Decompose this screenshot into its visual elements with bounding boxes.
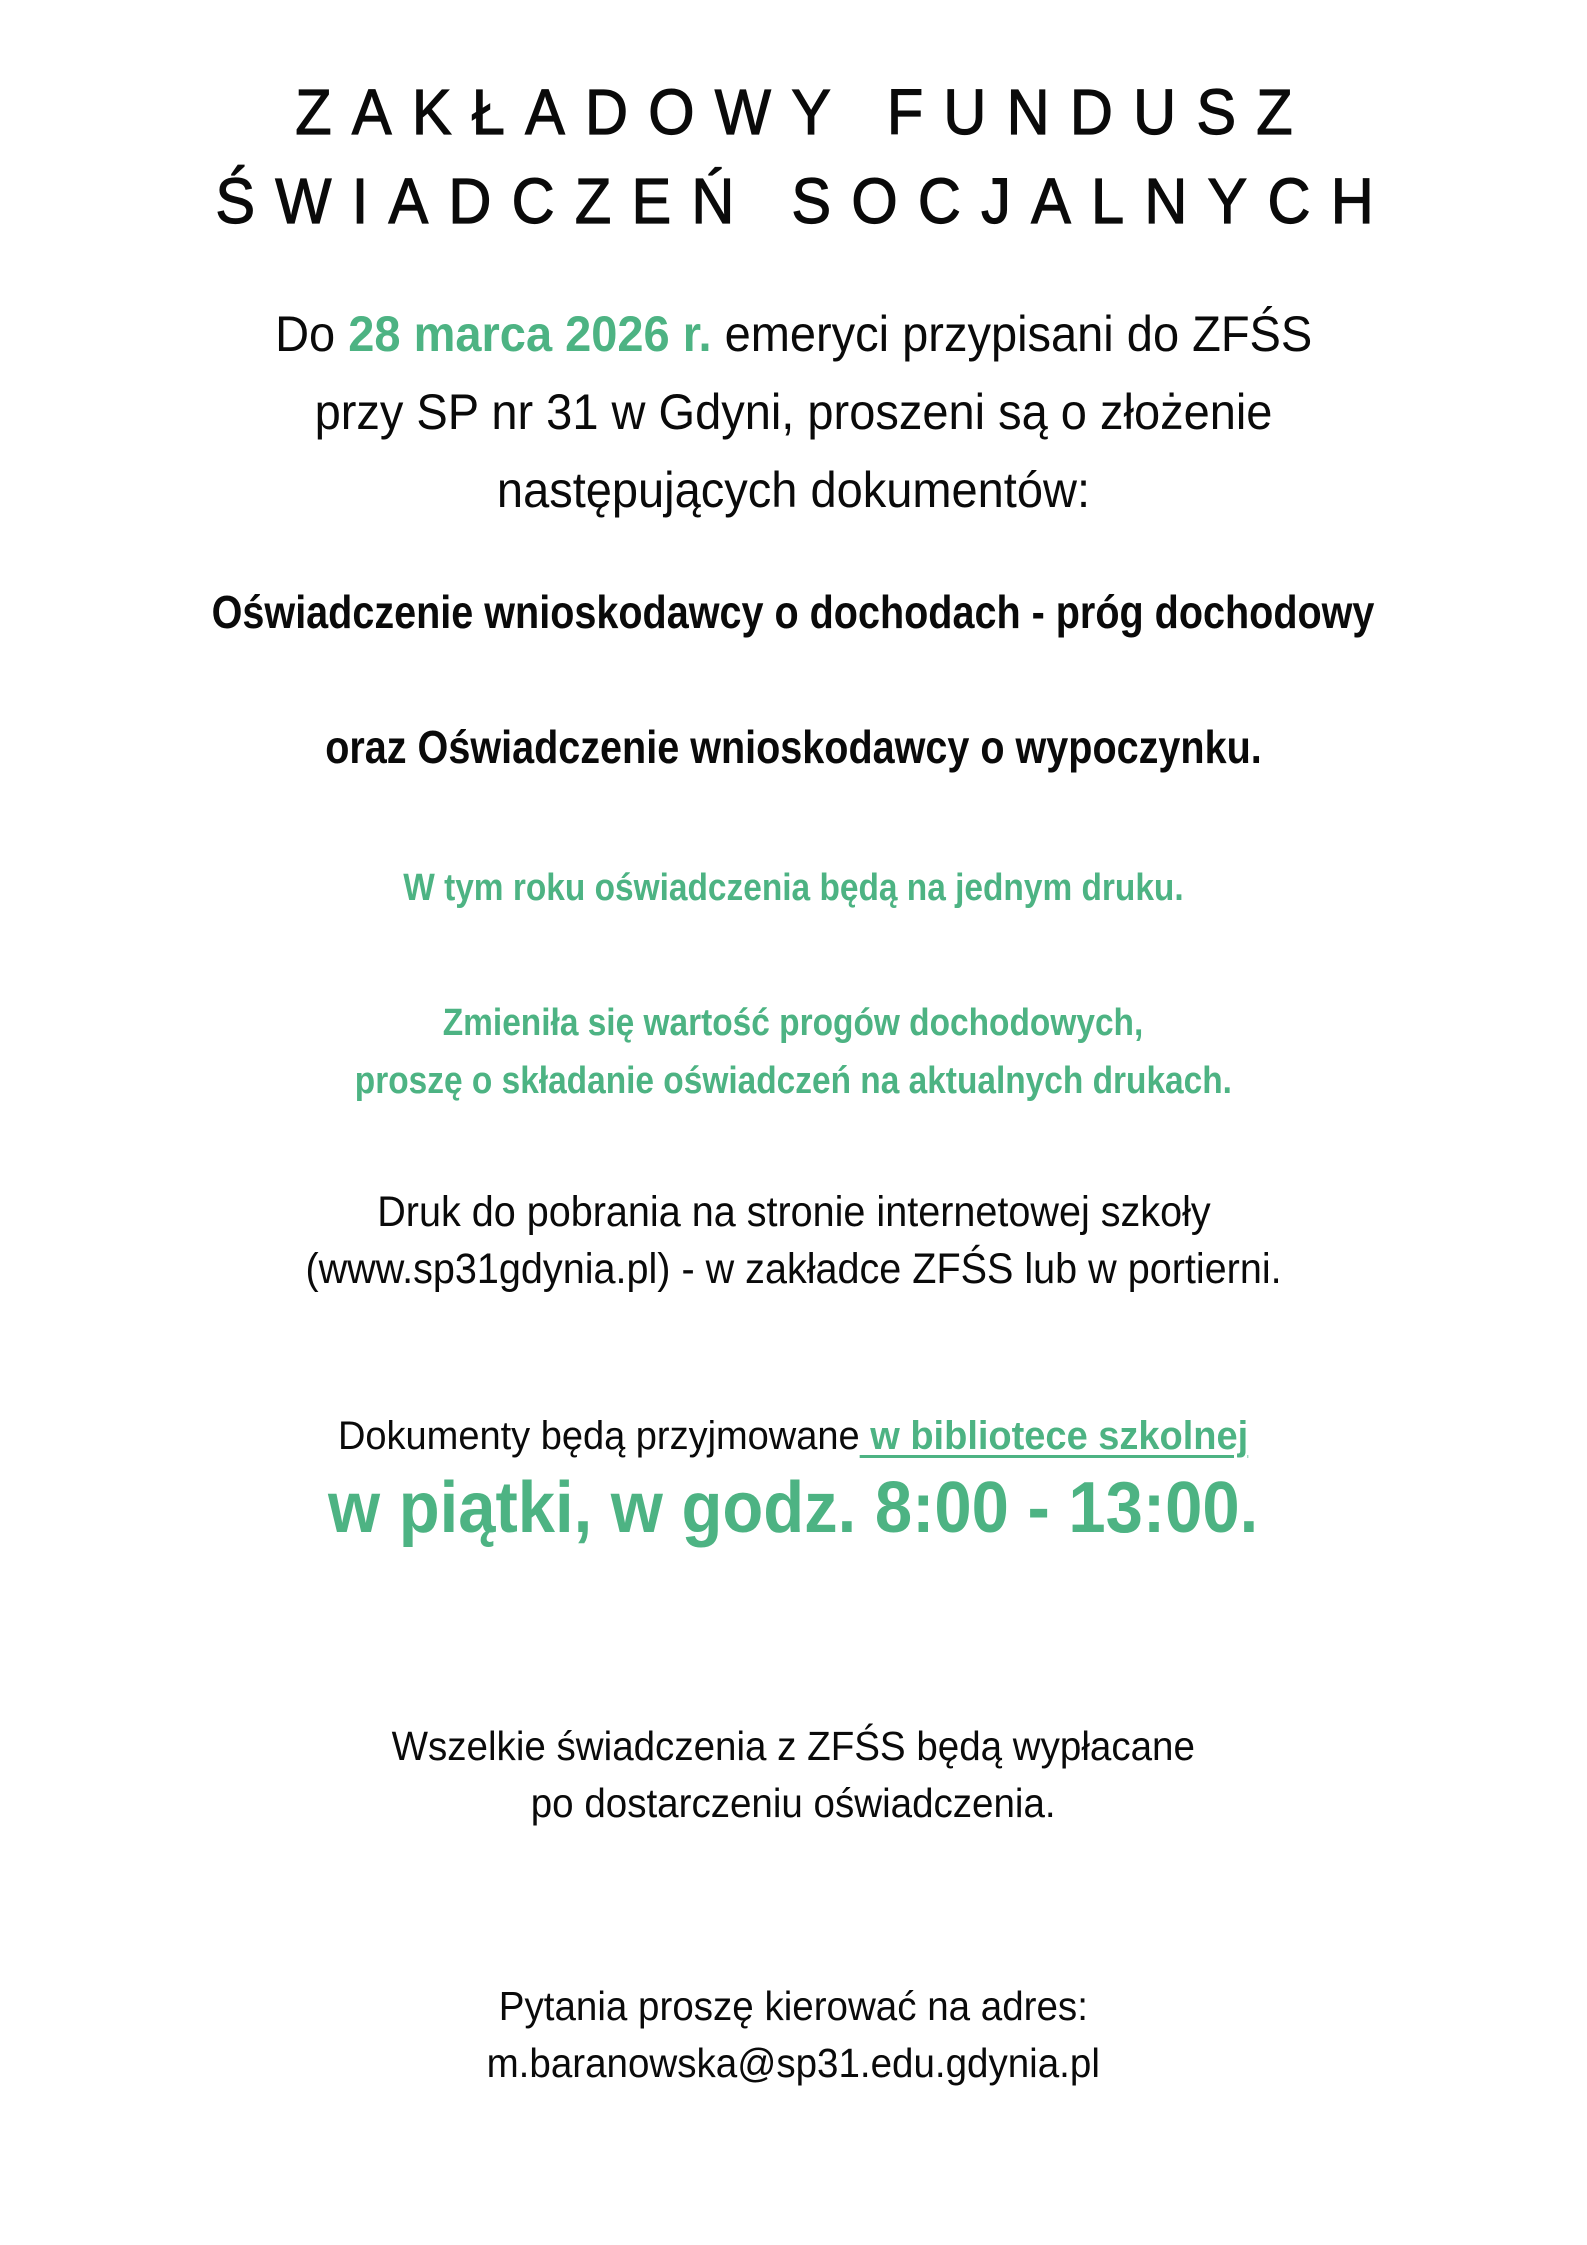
payout-line-2: po dostarczeniu oświadczenia.	[531, 1780, 1056, 1826]
note-thresholds-line-2: proszę o składanie oświadczeń na aktualnych drukach.	[354, 1060, 1233, 1102]
document-vacation-statement: oraz Oświadczenie wnioskodawcy o wypoczynku.	[325, 721, 1262, 773]
title-line-1: ZAKŁADOWY FUNDUSZ	[295, 76, 1314, 148]
contact-email-line	[0, 2040, 1587, 2086]
note-single-form: W tym roku oświadczenia będą na jednym druku.	[403, 867, 1184, 909]
acceptance-prefix: Dokumenty będą przyjmowane	[338, 1414, 861, 1458]
contact-label: Pytania proszę kierować na adres:	[498, 1983, 1089, 2029]
deadline-date: 28 marca 2026 r.	[348, 306, 712, 362]
library-link[interactable]: w bibliotece szkolnej	[860, 1414, 1249, 1458]
payout-line-1: Wszelkie świadczenia z ZFŚS będą wypłacane	[391, 1723, 1196, 1769]
contact-email-link[interactable]: m.baranowska@sp31.edu.gdynia.pl	[486, 2040, 1101, 2086]
download-line-1: Druk do pobrania na stronie internetowej szkoły	[376, 1188, 1211, 1236]
intro-line-1	[0, 306, 1587, 362]
note-thresholds-line-1: Zmieniła się wartość progów dochodowych,	[443, 1002, 1144, 1044]
document-income-statement: Oświadczenie wnioskodawcy o dochodach - próg dochodowy	[212, 586, 1375, 638]
intro-line-2: przy SP nr 31 w Gdyni, proszeni są o złożenie	[314, 384, 1273, 440]
intro-line-3: następujących dokumentów:	[496, 462, 1091, 518]
acceptance-line	[0, 1416, 1587, 1456]
intro-line-1-rest: emeryci przypisani do ZFŚS	[711, 306, 1313, 362]
download-line-2: (www.sp31gdynia.pl) - w zakładce ZFŚS lub w portierni.	[305, 1245, 1282, 1293]
title-line-2: ŚWIADCZEŃ SOCJALNYCH	[215, 165, 1394, 237]
intro-prefix: Do	[274, 306, 349, 362]
office-hours: w piątki, w godz. 8:00 - 13:00.	[328, 1468, 1259, 1548]
